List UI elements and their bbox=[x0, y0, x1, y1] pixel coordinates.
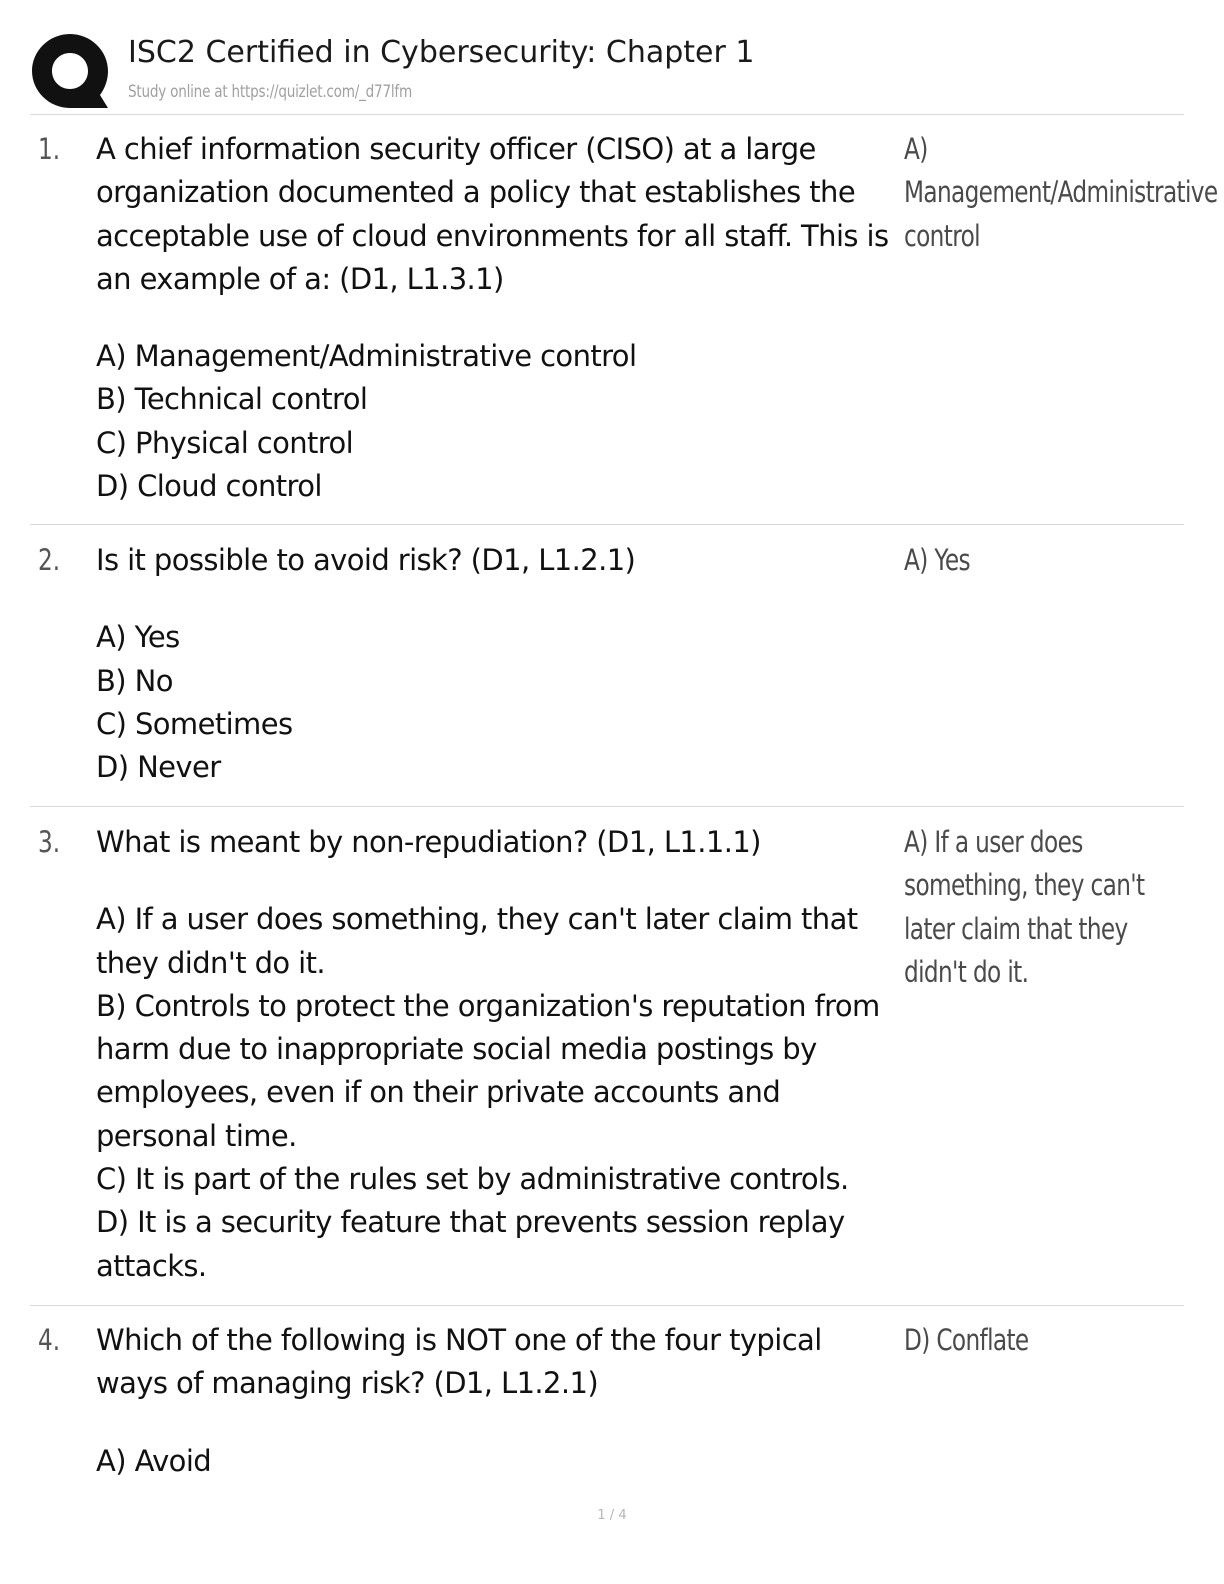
option-b: B) Technical control bbox=[96, 382, 368, 417]
question-card-3 bbox=[30, 809, 1184, 1306]
question-text: Which of the following is NOT one of the four typical ways of managing risk? (D1, L1.2.1) bbox=[96, 1323, 822, 1401]
options-list bbox=[96, 616, 896, 789]
option-d: D) It is a security feature that prevents session replay attacks. bbox=[96, 1205, 845, 1283]
option-d: D) Never bbox=[96, 750, 221, 785]
logo-shape bbox=[32, 34, 108, 108]
question-number: 2. bbox=[38, 543, 61, 577]
study-online-link[interactable]: Study online at https://quizlet.com/_d77lfm bbox=[128, 82, 412, 102]
option-c: C) Physical control bbox=[96, 425, 354, 460]
question-number: 1. bbox=[38, 132, 61, 166]
document-title: ISC2 Certified in Cybersecurity: Chapter 1 bbox=[128, 35, 755, 70]
question-card-1 bbox=[30, 116, 1218, 525]
question-number: 4. bbox=[38, 1323, 61, 1357]
quizlet-logo-icon bbox=[30, 32, 110, 110]
question-card-4 bbox=[30, 1307, 1184, 1487]
option-c: C) Sometimes bbox=[96, 706, 293, 741]
option-a: A) Avoid bbox=[96, 1443, 212, 1478]
question-number: 3. bbox=[38, 825, 61, 859]
question-body bbox=[96, 1319, 896, 1483]
question-text: A chief information security officer (CISO) at a large organization documented a policy that establishes the acceptable use of cloud environments for all staff. This is an example of a: (D1, L1.3.1) bbox=[96, 132, 889, 296]
question-text: Is it possible to avoid risk? (D1, L1.2.1) bbox=[96, 543, 636, 577]
question-card-2 bbox=[30, 527, 1184, 807]
options-list bbox=[96, 1440, 896, 1483]
answer-text: A) If a user does something, they can't later claim that they didn't do it. bbox=[904, 825, 1145, 989]
options-list bbox=[96, 898, 896, 1288]
option-c: C) It is part of the rules set by administrative controls. bbox=[96, 1162, 849, 1197]
answer-text: D) Conflate bbox=[904, 1323, 1029, 1357]
option-a: A) Management/Administrative control bbox=[96, 339, 637, 374]
options-list bbox=[96, 335, 896, 508]
option-a: A) Yes bbox=[96, 620, 180, 655]
question-body bbox=[96, 539, 896, 789]
document-header bbox=[30, 30, 1184, 115]
answer-text: A) Yes bbox=[904, 543, 970, 577]
answer-text: A) Management/Administrative control bbox=[904, 132, 1218, 253]
question-body bbox=[96, 821, 896, 1288]
option-a: A) If a user does something, they can't later claim that they didn't do it. bbox=[96, 902, 858, 980]
option-b: B) No bbox=[96, 663, 173, 698]
option-b: B) Controls to protect the organization's reputation from harm due to inappropriate social media postings by employees, even if on their private accounts and personal time. bbox=[96, 988, 880, 1153]
question-text: What is meant by non-repudiation? (D1, L1.1.1) bbox=[96, 825, 761, 859]
question-body bbox=[96, 128, 896, 508]
option-d: D) Cloud control bbox=[96, 469, 322, 504]
page-number: 1 / 4 bbox=[597, 1508, 627, 1523]
